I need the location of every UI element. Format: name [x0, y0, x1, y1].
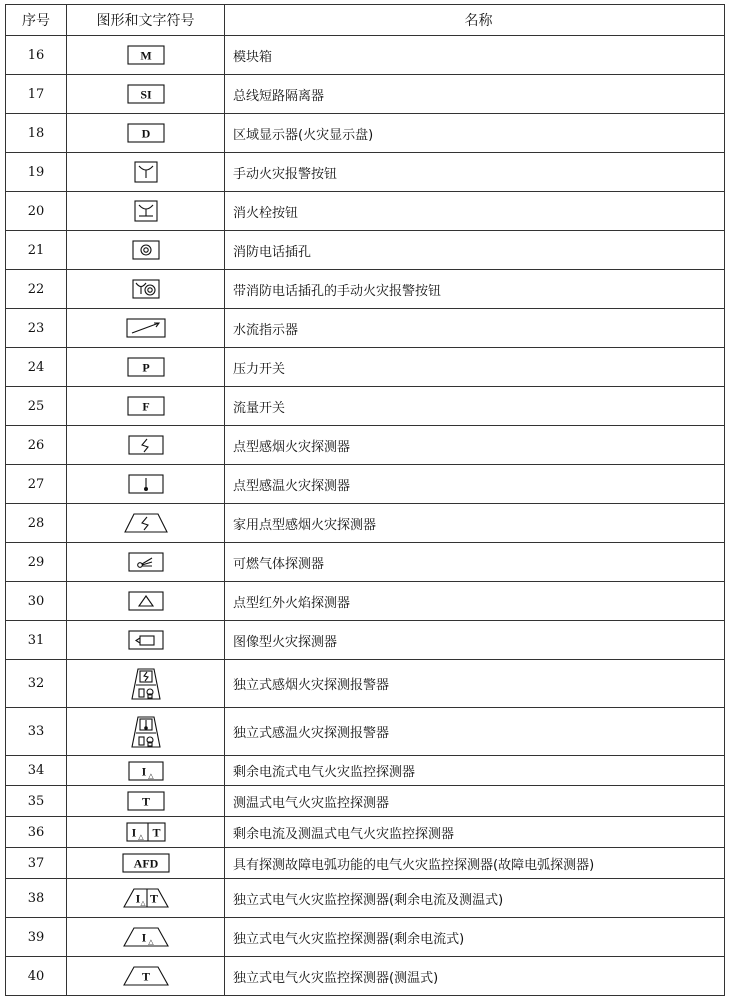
table-header-row [6, 5, 725, 36]
symbol-text: I [141, 764, 146, 778]
row-number: 23 [6, 309, 67, 348]
row-symbol [67, 153, 225, 192]
row-name: 独立式感温火灾探测报警器 [225, 708, 725, 756]
row-symbol [67, 465, 225, 504]
table-row [6, 465, 725, 504]
table-row [6, 543, 725, 582]
row-name: 独立式电气火灾监控探测器(剩余电流式) [225, 918, 725, 957]
row-symbol [67, 817, 225, 848]
table-row [6, 36, 725, 75]
row-number: 17 [6, 75, 67, 114]
row-symbol [67, 879, 225, 918]
alarm-button-with-jack-icon [67, 278, 224, 300]
row-name: 剩余电流及测温式电气火灾监控探测器 [225, 817, 725, 848]
row-symbol [67, 848, 225, 879]
row-symbol [67, 36, 225, 75]
row-symbol [67, 348, 225, 387]
row-symbol [67, 621, 225, 660]
table-row [6, 817, 725, 848]
standalone-heat-alarm-icon [67, 715, 224, 749]
symbol-text: M [139, 48, 152, 63]
standalone-residual-temp-icon [67, 887, 224, 909]
row-symbol [67, 387, 225, 426]
text-box-icon [67, 395, 224, 417]
residual-current-temp-icon [67, 821, 224, 843]
table-row [6, 504, 725, 543]
symbol-text-2: T [151, 825, 161, 840]
row-number: 29 [6, 543, 67, 582]
symbol-text: P [141, 360, 150, 375]
row-number: 21 [6, 231, 67, 270]
image-fire-detector-icon [67, 629, 224, 651]
table-row [6, 270, 725, 309]
row-name: 测温式电气火灾监控探测器 [225, 786, 725, 817]
row-name: 可燃气体探测器 [225, 543, 725, 582]
table-row [6, 786, 725, 817]
row-number: 35 [6, 786, 67, 817]
symbol-text: T [141, 794, 150, 809]
row-name: 带消防电话插孔的手动火灾报警按钮 [225, 270, 725, 309]
symbol-text: AFD [133, 856, 158, 871]
table-row [6, 582, 725, 621]
symbol-text: I [135, 891, 140, 906]
hydrant-button-icon [67, 199, 224, 223]
row-number: 25 [6, 387, 67, 426]
table-row [6, 192, 725, 231]
table-row [6, 426, 725, 465]
row-number: 30 [6, 582, 67, 621]
header-no: 序号 [6, 5, 67, 36]
heat-detector-icon [67, 473, 224, 495]
table-row [6, 153, 725, 192]
table-row [6, 348, 725, 387]
table-row [6, 848, 725, 879]
row-number: 39 [6, 918, 67, 957]
row-name: 消火栓按钮 [225, 192, 725, 231]
row-name: 剩余电流式电气火灾监控探测器 [225, 756, 725, 786]
row-number: 27 [6, 465, 67, 504]
text-box-icon [67, 852, 224, 874]
table-row [6, 75, 725, 114]
telephone-jack-icon [67, 239, 224, 261]
row-name: 手动火灾报警按钮 [225, 153, 725, 192]
row-symbol [67, 426, 225, 465]
row-name: 独立式感烟火灾探测报警器 [225, 660, 725, 708]
row-name: 总线短路隔离器 [225, 75, 725, 114]
row-number: 34 [6, 756, 67, 786]
row-name: 水流指示器 [225, 309, 725, 348]
row-number: 19 [6, 153, 67, 192]
table-row [6, 660, 725, 708]
text-box-icon [67, 83, 224, 105]
table-row [6, 231, 725, 270]
row-name: 消防电话插孔 [225, 231, 725, 270]
row-number: 37 [6, 848, 67, 879]
row-name: 独立式电气火灾监控探测器(剩余电流及测温式) [225, 879, 725, 918]
table-row [6, 309, 725, 348]
row-symbol [67, 708, 225, 756]
row-name: 点型红外火焰探测器 [225, 582, 725, 621]
row-name: 模块箱 [225, 36, 725, 75]
row-number: 26 [6, 426, 67, 465]
row-number: 40 [6, 957, 67, 996]
table-row [6, 918, 725, 957]
text-box-icon [67, 790, 224, 812]
row-number: 20 [6, 192, 67, 231]
table-row [6, 756, 725, 786]
symbol-text: I [141, 930, 146, 945]
residual-current-icon [67, 760, 224, 782]
row-name: 点型感烟火灾探测器 [225, 426, 725, 465]
row-number: 32 [6, 660, 67, 708]
row-name: 独立式电气火灾监控探测器(测温式) [225, 957, 725, 996]
water-flow-indicator-icon [67, 317, 224, 339]
row-symbol [67, 756, 225, 786]
row-symbol [67, 231, 225, 270]
row-number: 36 [6, 817, 67, 848]
row-symbol [67, 660, 225, 708]
smoke-detector-icon [67, 434, 224, 456]
row-number: 28 [6, 504, 67, 543]
row-name: 具有探测故障电弧功能的电气火灾监控探测器(故障电弧探测器) [225, 848, 725, 879]
row-number: 24 [6, 348, 67, 387]
row-symbol [67, 957, 225, 996]
symbol-text: SI [139, 87, 152, 102]
standalone-smoke-alarm-icon [67, 667, 224, 701]
row-symbol [67, 270, 225, 309]
row-number: 38 [6, 879, 67, 918]
text-box-icon [67, 44, 224, 66]
row-symbol [67, 786, 225, 817]
row-name: 流量开关 [225, 387, 725, 426]
symbol-text-2: T [149, 891, 158, 906]
table-row [6, 387, 725, 426]
table-row [6, 621, 725, 660]
row-number: 31 [6, 621, 67, 660]
row-number: 22 [6, 270, 67, 309]
infrared-flame-detector-icon [67, 590, 224, 612]
row-name: 压力开关 [225, 348, 725, 387]
home-smoke-detector-icon [67, 512, 224, 534]
row-name: 家用点型感烟火灾探测器 [225, 504, 725, 543]
row-number: 16 [6, 36, 67, 75]
row-symbol [67, 582, 225, 621]
table-row [6, 708, 725, 756]
row-symbol [67, 309, 225, 348]
manual-alarm-button-icon [67, 160, 224, 184]
gas-detector-icon [67, 551, 224, 573]
symbol-text: I [131, 825, 136, 840]
symbol-subscript: △ [140, 899, 145, 907]
symbol-text: D [141, 126, 150, 141]
row-symbol [67, 114, 225, 153]
row-number: 33 [6, 708, 67, 756]
row-symbol [67, 504, 225, 543]
text-box-icon [67, 356, 224, 378]
symbol-text: T [141, 969, 150, 984]
row-symbol [67, 75, 225, 114]
row-symbol [67, 543, 225, 582]
table-row [6, 114, 725, 153]
standalone-residual-icon [67, 926, 224, 948]
symbol-table [5, 4, 725, 996]
row-name: 图像型火灾探测器 [225, 621, 725, 660]
symbol-subscript: △ [137, 833, 144, 841]
table-row [6, 879, 725, 918]
header-name: 名称 [225, 5, 725, 36]
standalone-temp-icon [67, 965, 224, 987]
text-box-icon [67, 122, 224, 144]
symbol-subscript: △ [147, 938, 154, 946]
row-symbol [67, 918, 225, 957]
row-name: 点型感温火灾探测器 [225, 465, 725, 504]
row-symbol [67, 192, 225, 231]
row-number: 18 [6, 114, 67, 153]
row-name: 区域显示器(火灾显示盘) [225, 114, 725, 153]
table-row [6, 957, 725, 996]
header-symbol: 图形和文字符号 [67, 5, 225, 36]
symbol-subscript: △ [147, 771, 154, 780]
symbol-text: F [141, 399, 150, 414]
